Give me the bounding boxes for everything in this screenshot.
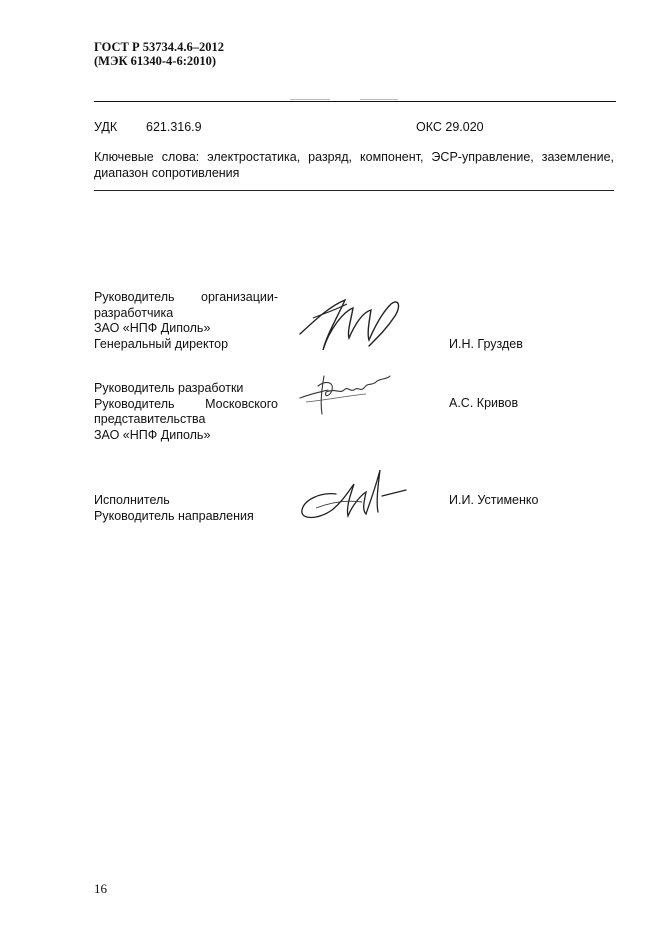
position-line: Руководитель разработки	[94, 381, 244, 395]
signatory-2-position	[94, 381, 278, 443]
position-line: разработчика	[94, 305, 174, 320]
oks-code: ОКС 29.020	[416, 120, 484, 134]
signatory-3-position	[94, 493, 278, 524]
udk-label: УДК	[94, 120, 118, 134]
bottom-rule	[94, 190, 614, 191]
signatory-3-name: И.И. Устименко	[449, 493, 539, 507]
keywords: Ключевые слова: электростатика, разряд, компонент, ЭСР-управление, заземление, диапазон сопротивления	[94, 150, 614, 180]
signatory-1-name: И.Н. Груздев	[449, 337, 523, 351]
position-line: представительства	[94, 412, 206, 426]
handwritten-signature-icon	[296, 462, 408, 524]
udk-value: 621.316.9	[146, 120, 202, 134]
standard-designation: ГОСТ Р 53734.4.6–2012	[94, 40, 225, 54]
position-line: Исполнитель	[94, 493, 170, 507]
position-line: Генеральный директор	[94, 336, 229, 351]
position-line: Руководитель направления	[94, 508, 254, 523]
position-line: Руководитель Московского	[94, 396, 278, 411]
faint-mark	[360, 99, 398, 100]
page-number: 16	[94, 881, 107, 896]
position-line: ЗАО «НПФ Диполь»	[94, 427, 211, 442]
signatory-2-name: А.С. Кривов	[449, 396, 519, 410]
faint-mark	[290, 99, 330, 100]
handwritten-signature-icon	[296, 368, 396, 418]
position-line: Руководитель организации-	[94, 290, 278, 304]
handwritten-signature-icon	[295, 290, 405, 356]
iec-designation: (МЭК 61340-4-6:2010)	[94, 54, 217, 68]
top-rule	[94, 101, 616, 102]
signatory-1-position	[94, 290, 278, 352]
position-line: ЗАО «НПФ Диполь»	[94, 321, 211, 335]
